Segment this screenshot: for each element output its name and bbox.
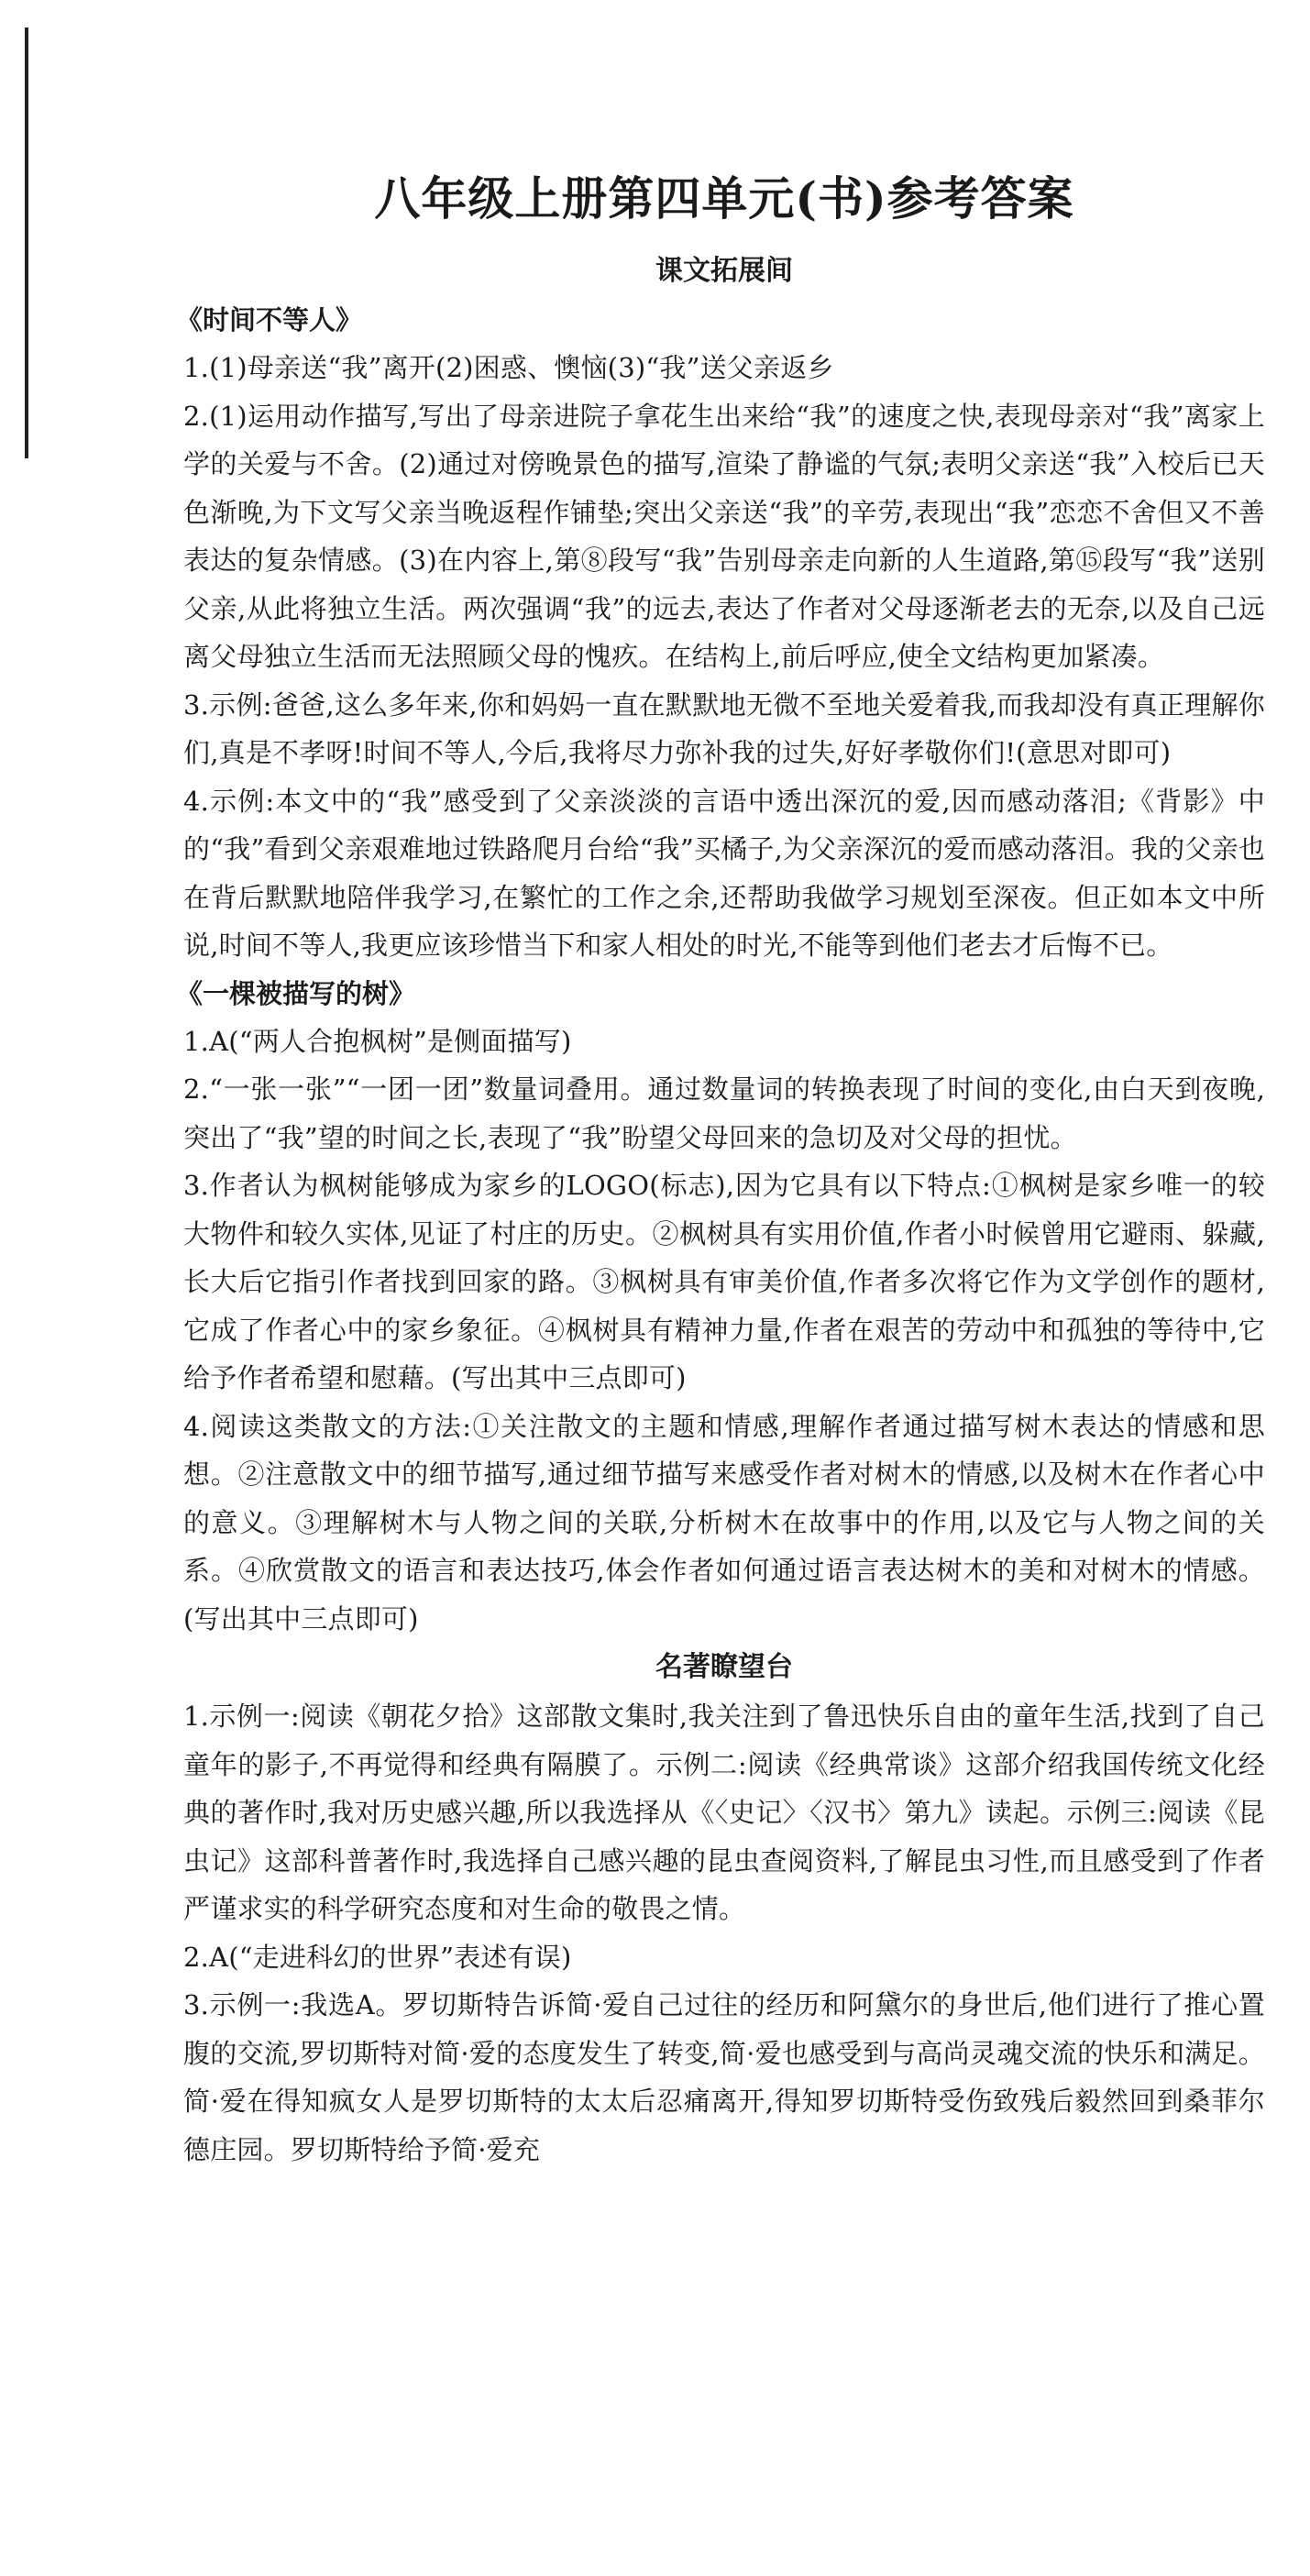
answer-paragraph: 1.(1)母亲送“我”离开(2)困惑、懊恼(3)“我”送父亲返乡 [183, 352, 834, 383]
answer-paragraph: 4.示例:本文中的“我”感受到了父亲淡淡的言语中透出深沉的爱,因而感动落泪;《背影》中的“我”看到父亲艰难地过铁路爬月台给“我”买橘子,为父亲深沉的爱而感动落泪。我的父亲也在背后默默地陪伴我学习,在繁忙的工作之余,还帮助我做学习规划至深夜。但正如本文中所说,时间不等人,我更应该珍惜当下和家人相处的时光,不能等到他们老去才后悔不已。 [183, 785, 1265, 961]
subsection-heading-described-tree: 《一棵被描写的树》 [176, 977, 416, 1009]
answer-paragraph: 3.示例:爸爸,这么多年来,你和妈妈一直在默默地无微不至地关爱着我,而我却没有真正理解你们,真是不孝呀!时间不等人,今后,我将尽力弥补我的过失,好好孝敬你们!(意思对即可) [183, 688, 1265, 768]
answer-paragraph: 3.作者认为枫树能够成为家乡的LOGO(标志),因为它具有以下特点:①枫树是家乡唯一的较大物件和较久实体,见证了村庄的历史。②枫树具有实用价值,作者小时候曾用它避雨、躲藏,长大后它指引作者找到回家的路。③枫树具有审美价值,作者多次将它作为文学创作的题材,它成了作者心中的家乡象征。④枫树具有精神力量,作者在艰苦的劳动中和孤独的等待中,它给予作者希望和慰藉。(写出其中三点即可) [183, 1170, 1265, 1393]
section-heading-text-extension: 课文拓展间 [655, 255, 793, 287]
subsection-heading-time-waits-for-no-one: 《时间不等人》 [176, 304, 363, 336]
page-title: 八年级上册第四单元(书)参考答案 [374, 171, 1074, 226]
answer-page [176, 170, 1265, 2174]
section-heading-classics-outlook: 名著瞭望台 [655, 1651, 793, 1683]
scan-edge-line [25, 28, 28, 458]
answer-paragraph: 1.A(“两人合抱枫树”是侧面描写) [183, 1025, 572, 1057]
answer-paragraph: 3.示例一:我选A。罗切斯特告诉简·爱自己过往的经历和阿黛尔的身世后,他们进行了推心置腹的交流,罗切斯特对简·爱的态度发生了转变,简·爱也感受到与高尚灵魂交流的快乐和满足。简·爱在得知疯女人是罗切斯特的太太后忍痛离开,得知罗切斯特受伤致残后毅然回到桑菲尔德庄园。罗切斯特给予简·爱充 [183, 1989, 1265, 2165]
answer-paragraph: 1.示例一:阅读《朝花夕拾》这部散文集时,我关注到了鲁迅快乐自由的童年生活,找到了自己童年的影子,不再觉得和经典有隔膜了。示例二:阅读《经典常谈》这部介绍我国传统文化经典的著作时,我对历史感兴趣,所以我选择从《〈史记〉〈汉书〉第九》读起。示例三:阅读《昆虫记》这部科普著作时,我选择自己感兴趣的昆虫查阅资料,了解昆虫习性,而且感受到了作者严谨求实的科学研究态度和对生命的敬畏之情。 [183, 1701, 1265, 1924]
answer-paragraph: 2.(1)运用动作描写,写出了母亲进院子拿花生出来给“我”的速度之快,表现母亲对“我”离家上学的关爱与不舍。(2)通过对傍晚景色的描写,渲染了静谧的气氛;表明父亲送“我”入校后已天色渐晚,为下文写父亲当晚返程作铺垫;突出父亲送“我”的辛劳,表现出“我”恋恋不舍但又不善表达的复杂情感。(3)在内容上,第⑧段写“我”告别母亲走向新的人生道路,第⑮段写“我”送别父亲,从此将独立生活。两次强调“我”的远去,表达了作者对父母逐渐老去的无奈,以及自己远离父母独立生活而无法照顾父母的愧疚。在结构上,前后呼应,使全文结构更加紧凑。 [183, 400, 1265, 672]
answer-paragraph: 2.“一张一张”“一团一团”数量词叠用。通过数量词的转换表现了时间的变化,由白天到夜晚,突出了“我”望的时间之长,表现了“我”盼望父母回来的急切及对父母的担忧。 [183, 1073, 1265, 1153]
answer-paragraph: 4.阅读这类散文的方法:①关注散文的主题和情感,理解作者通过描写树木表达的情感和思想。②注意散文中的细节描写,通过细节描写来感受作者对树木的情感,以及树木在作者心中的意义。③理解树木与人物之间的关联,分析树木在故事中的作用,以及它与人物之间的关系。④欣赏散文的语言和表达技巧,体会作者如何通过语言表达树木的美和对树木的情感。(写出其中三点即可) [183, 1410, 1265, 1635]
answer-paragraph: 2.A(“走进科幻的世界”表述有误) [183, 1941, 572, 1973]
